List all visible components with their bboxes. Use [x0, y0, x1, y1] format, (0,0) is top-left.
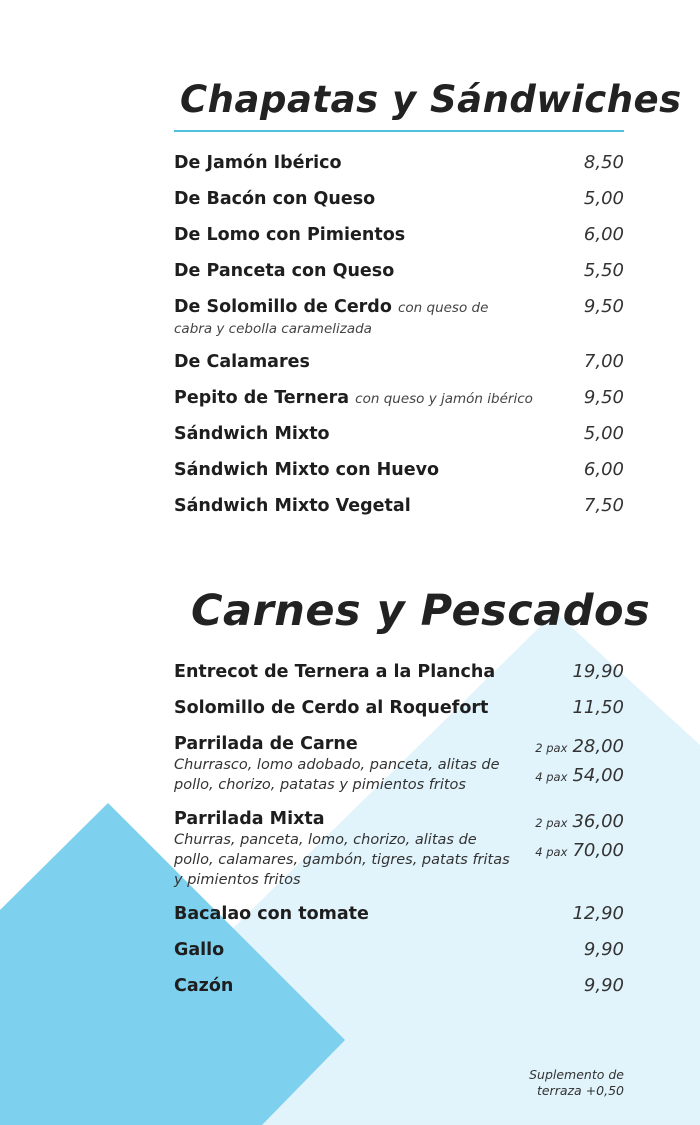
- item-price: 9,90: [583, 939, 624, 960]
- menu-item: [174, 697, 624, 719]
- item-price: 6,00: [583, 459, 624, 480]
- item-price: 5,00: [583, 188, 624, 209]
- item-description: con queso y jamón ibérico: [355, 391, 533, 407]
- note-line: Suplemento de: [529, 1067, 624, 1082]
- item-price: 19,90: [572, 661, 624, 682]
- item-name: Gallo: [174, 940, 225, 960]
- item-name: Bacalao con tomate: [174, 904, 369, 924]
- item-name: De Jamón Ibérico: [174, 153, 342, 173]
- item-description: Churras, panceta, lomo, chorizo, alitas de pollo, calamares, gambón, tigres, patats fritas y pimientos fritos: [174, 832, 510, 888]
- item-price: 6,00: [583, 224, 624, 245]
- pax-price: 54,00: [572, 765, 624, 786]
- pax-prices: [535, 733, 624, 791]
- item-name: Sándwich Mixto: [174, 424, 330, 444]
- section-title-meats-fish: Carnes y Pescados: [191, 586, 651, 636]
- item-name: Entrecot de Ternera a la Plancha: [174, 662, 496, 682]
- section-title-sandwiches: Chapatas y Sándwiches: [180, 78, 682, 121]
- item-name: Parrilada Mixta: [174, 809, 325, 829]
- item-name: De Lomo con Pimientos: [174, 225, 406, 245]
- item-description-continued: cabra y cebolla caramelizada: [174, 321, 372, 337]
- pax-label: 4 pax: [535, 845, 568, 859]
- menu-item: [174, 808, 624, 890]
- item-price: 5,50: [583, 260, 624, 281]
- item-name: Cazón: [174, 976, 234, 996]
- pax-price: 36,00: [572, 811, 624, 832]
- menu-item: [174, 661, 624, 683]
- item-price: 8,50: [583, 152, 624, 173]
- pax-label: 4 pax: [535, 770, 568, 784]
- terrace-supplement-note: [484, 1067, 624, 1099]
- item-price: 11,50: [572, 697, 624, 718]
- item-name: De Calamares: [174, 352, 310, 372]
- item-name: De Panceta con Queso: [174, 261, 395, 281]
- pax-price: 70,00: [572, 840, 624, 861]
- item-price: 5,00: [583, 423, 624, 444]
- menu-item: [174, 260, 624, 282]
- menu-item: [174, 224, 624, 246]
- menu-item: [174, 188, 624, 210]
- menu-item: [174, 351, 624, 373]
- menu-item: [174, 423, 624, 445]
- item-price: 7,50: [583, 495, 624, 516]
- pax-prices: [535, 808, 624, 866]
- item-description: con queso de: [397, 300, 489, 316]
- note-line: terraza +0,50: [536, 1083, 624, 1098]
- pax-price: 28,00: [572, 736, 624, 757]
- menu-item: [174, 152, 624, 174]
- menu-item: [174, 459, 624, 481]
- item-name: Sándwich Mixto con Huevo: [174, 460, 440, 480]
- pax-label: 2 pax: [535, 741, 568, 755]
- item-name: Parrilada de Carne: [174, 734, 358, 754]
- menu-item: [174, 296, 624, 339]
- item-price: 9,50: [583, 387, 624, 408]
- item-price: 9,50: [583, 296, 624, 317]
- pax-label: 2 pax: [535, 816, 568, 830]
- item-description: Churrasco, lomo adobado, panceta, alitas de pollo, chorizo, patatas y pimientos fritos: [174, 757, 500, 793]
- menu-item: [174, 903, 624, 925]
- menu-item: [174, 939, 624, 961]
- menu-item: [174, 733, 624, 795]
- menu-item: [174, 387, 624, 410]
- item-name: Sándwich Mixto Vegetal: [174, 496, 411, 516]
- item-price: 12,90: [572, 903, 624, 924]
- item-price: 7,00: [583, 351, 624, 372]
- menu-item: [174, 495, 624, 517]
- title-divider: [174, 130, 624, 132]
- item-name: Solomillo de Cerdo al Roquefort: [174, 698, 489, 718]
- item-name: De Bacón con Queso: [174, 189, 376, 209]
- item-name: De Solomillo de Cerdo: [174, 297, 392, 317]
- item-price: 9,90: [583, 975, 624, 996]
- item-name: Pepito de Ternera: [174, 388, 350, 408]
- menu-item: [174, 975, 624, 997]
